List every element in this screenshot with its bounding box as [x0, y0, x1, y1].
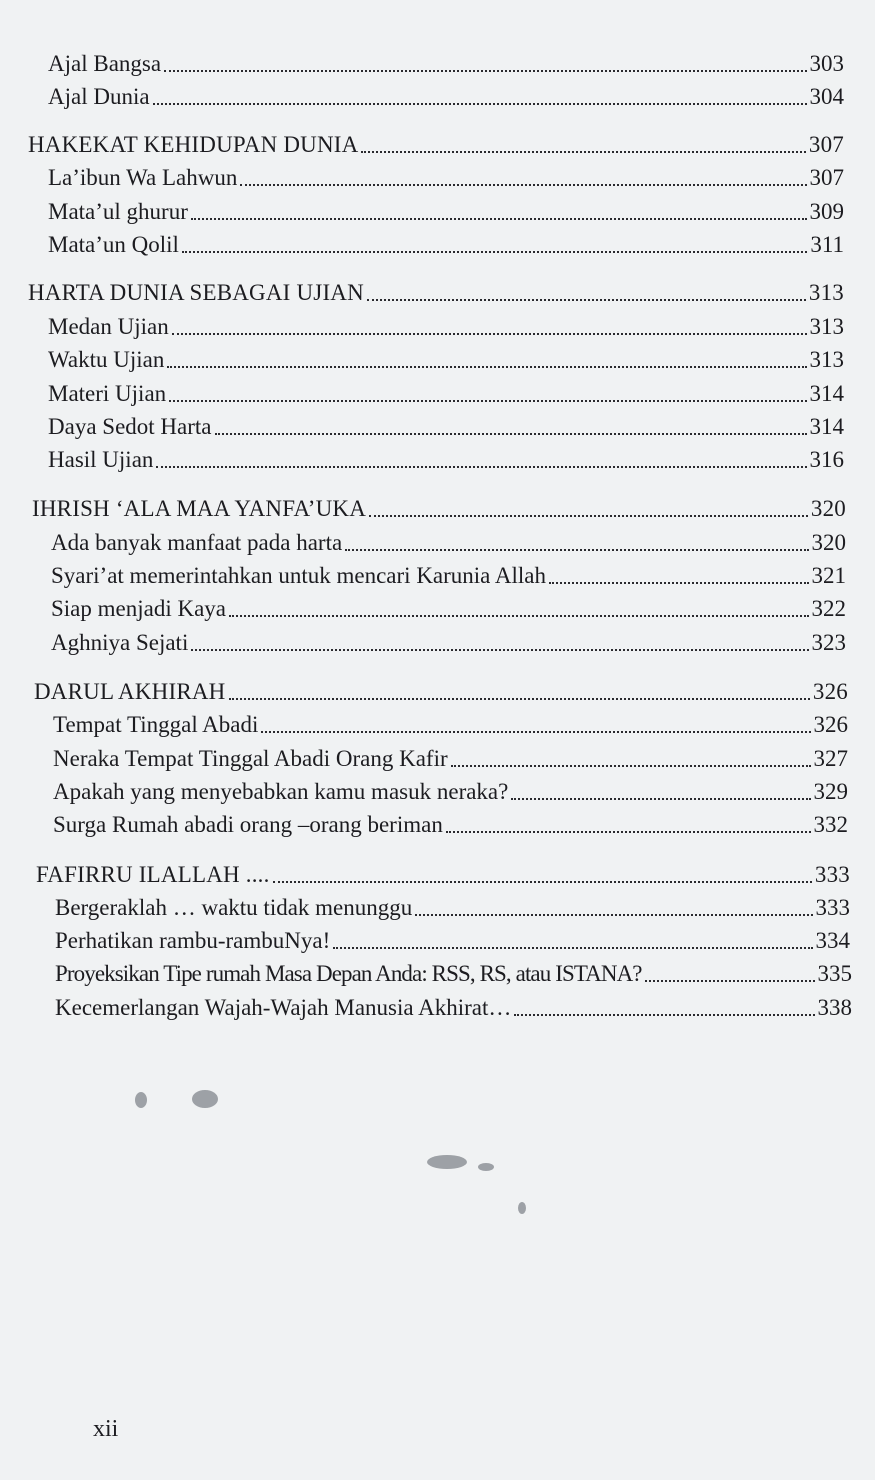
- toc-entry-title: Proyeksikan Tipe rumah Masa Depan Anda: RSS, RS, atau ISTANA?: [55, 961, 642, 986]
- toc-entry: [48, 229, 844, 261]
- toc-section-heading: [36, 859, 850, 891]
- toc-entry-page: 307: [809, 165, 844, 190]
- toc-entry: [55, 958, 852, 990]
- toc-entry-title: Syari’at memerintahkan untuk mencari Karunia Allah: [51, 563, 546, 588]
- leader-dots: [261, 731, 810, 733]
- leader-dots: [191, 218, 807, 220]
- toc-entry: [48, 81, 844, 113]
- toc-entry: [48, 378, 844, 410]
- leader-dots: [191, 649, 808, 651]
- leader-dots: [451, 765, 811, 767]
- toc-entry-page: 314: [809, 381, 844, 406]
- ink-speck: [135, 1092, 147, 1108]
- toc-section-heading: [28, 277, 844, 309]
- toc-entry-title: Tempat Tinggal Abadi: [53, 712, 259, 737]
- toc-entry: [51, 560, 846, 592]
- toc-entry-title: HARTA DUNIA SEBAGAI UJIAN: [28, 280, 364, 305]
- toc-entry-title: Medan Ujian: [48, 314, 169, 339]
- toc-entry: [55, 992, 852, 1024]
- toc-entry-page: 323: [811, 630, 846, 655]
- leader-dots: [215, 433, 807, 435]
- toc-section-heading: [34, 676, 848, 708]
- leader-dots: [240, 184, 806, 186]
- toc-entry-page: 322: [811, 596, 846, 621]
- toc-entry-title: Daya Sedot Harta: [48, 414, 212, 439]
- toc-entry-page: 314: [809, 414, 844, 439]
- toc-entry-title: La’ibun Wa Lahwun: [48, 165, 238, 190]
- leader-dots: [345, 549, 808, 551]
- toc-entry-title: Surga Rumah abadi orang –orang beriman: [53, 812, 443, 837]
- toc-entry-page: 313: [809, 347, 844, 372]
- toc-entry-page: 338: [817, 995, 852, 1020]
- leader-dots: [229, 698, 810, 700]
- toc-entry-title: Perhatikan rambu-rambuNya!: [55, 928, 331, 953]
- leader-dots: [415, 914, 812, 916]
- leader-dots: [333, 947, 812, 949]
- ink-speck: [518, 1202, 526, 1214]
- toc-entry-page: 334: [815, 928, 850, 953]
- toc-entry: [48, 411, 844, 443]
- toc-entry-page: 329: [813, 779, 848, 804]
- toc-entry-title: Ajal Bangsa: [48, 51, 162, 76]
- ink-speck: [192, 1090, 218, 1108]
- toc-entry-page: 303: [809, 51, 844, 76]
- toc-section-heading: [32, 493, 846, 525]
- toc-entry: [55, 892, 850, 924]
- toc-entry-title: Waktu Ujian: [48, 347, 165, 372]
- leader-dots: [645, 980, 815, 982]
- leader-dots: [229, 615, 808, 617]
- toc-entry-title: FAFIRRU ILALLAH ....: [36, 862, 270, 887]
- toc-entry-page: 309: [809, 199, 844, 224]
- toc-entry: [48, 311, 844, 343]
- toc-entry: [48, 48, 844, 80]
- leader-dots: [182, 251, 807, 253]
- leader-dots: [514, 1014, 814, 1016]
- toc-entry-title: Bergeraklah … waktu tidak menunggu: [55, 895, 413, 920]
- leader-dots: [361, 151, 805, 153]
- toc-entry-page: 313: [809, 314, 844, 339]
- toc-entry-page: 333: [814, 862, 850, 887]
- toc-entry-page: 327: [813, 746, 848, 771]
- toc-entry: [48, 196, 844, 228]
- ink-speck: [478, 1163, 494, 1171]
- toc-entry: [55, 925, 850, 957]
- toc-entry: [48, 344, 844, 376]
- leader-dots: [511, 798, 810, 800]
- leader-dots: [273, 881, 812, 883]
- toc-entry-title: Mata’un Qolil: [48, 232, 179, 257]
- toc-section-heading: [28, 129, 844, 161]
- toc-entry-page: 326: [813, 712, 848, 737]
- leader-dots: [167, 366, 806, 368]
- leader-dots: [153, 103, 807, 105]
- toc-entry-page: 311: [810, 232, 844, 257]
- leader-dots: [169, 400, 806, 402]
- toc-entry-title: Mata’ul ghurur: [48, 199, 188, 224]
- leader-dots: [156, 466, 806, 468]
- toc-entry-page: 320: [810, 496, 846, 521]
- toc-entry-title: Neraka Tempat Tinggal Abadi Orang Kafir: [53, 746, 448, 771]
- toc-entry-page: 333: [815, 895, 850, 920]
- page-number: xii: [93, 1416, 119, 1442]
- toc-entry: [51, 527, 846, 559]
- toc-entry: [51, 627, 846, 659]
- toc-entry: [48, 444, 844, 476]
- toc-entry-page: 307: [808, 132, 844, 157]
- toc-entry-title: DARUL AKHIRAH: [34, 679, 226, 704]
- leader-dots: [164, 70, 806, 72]
- toc-entry-page: 321: [811, 563, 846, 588]
- toc-entry: [53, 776, 848, 808]
- toc-entry-page: 316: [809, 447, 844, 472]
- toc-entry-page: 313: [808, 280, 844, 305]
- toc-entry-title: Hasil Ujian: [48, 447, 154, 472]
- toc-entry-title: Apakah yang menyebabkan kamu masuk neraka?: [53, 779, 509, 804]
- toc-entry-page: 332: [813, 812, 848, 837]
- toc-entry: [53, 743, 848, 775]
- toc-entry-page: 320: [811, 530, 846, 555]
- toc-entry-page: 335: [817, 961, 852, 986]
- toc-entry-title: Ajal Dunia: [48, 84, 150, 109]
- toc-entry: [53, 809, 848, 841]
- toc-entry: [53, 709, 848, 741]
- toc-entry-title: Materi Ujian: [48, 381, 167, 406]
- leader-dots: [549, 582, 809, 584]
- toc-entry-title: Kecemerlangan Wajah-Wajah Manusia Akhirat…: [55, 995, 512, 1020]
- toc-entry-title: Siap menjadi Kaya: [51, 596, 227, 621]
- leader-dots: [446, 831, 811, 833]
- leader-dots: [172, 333, 807, 335]
- toc-entry-title: IHRISH ‘ALA MAA YANFA’UKA: [32, 496, 367, 521]
- toc-entry: [48, 162, 844, 194]
- toc-entry-page: 326: [812, 679, 848, 704]
- toc-entry: [51, 593, 846, 625]
- leader-dots: [369, 515, 808, 517]
- toc-entry-title: HAKEKAT KEHIDUPAN DUNIA: [28, 132, 359, 157]
- ink-speck: [427, 1155, 467, 1169]
- toc-entry-title: Ada banyak manfaat pada harta: [51, 530, 343, 555]
- toc-entry-title: Aghniya Sejati: [51, 630, 189, 655]
- leader-dots: [367, 299, 806, 301]
- toc-entry-page: 304: [809, 84, 844, 109]
